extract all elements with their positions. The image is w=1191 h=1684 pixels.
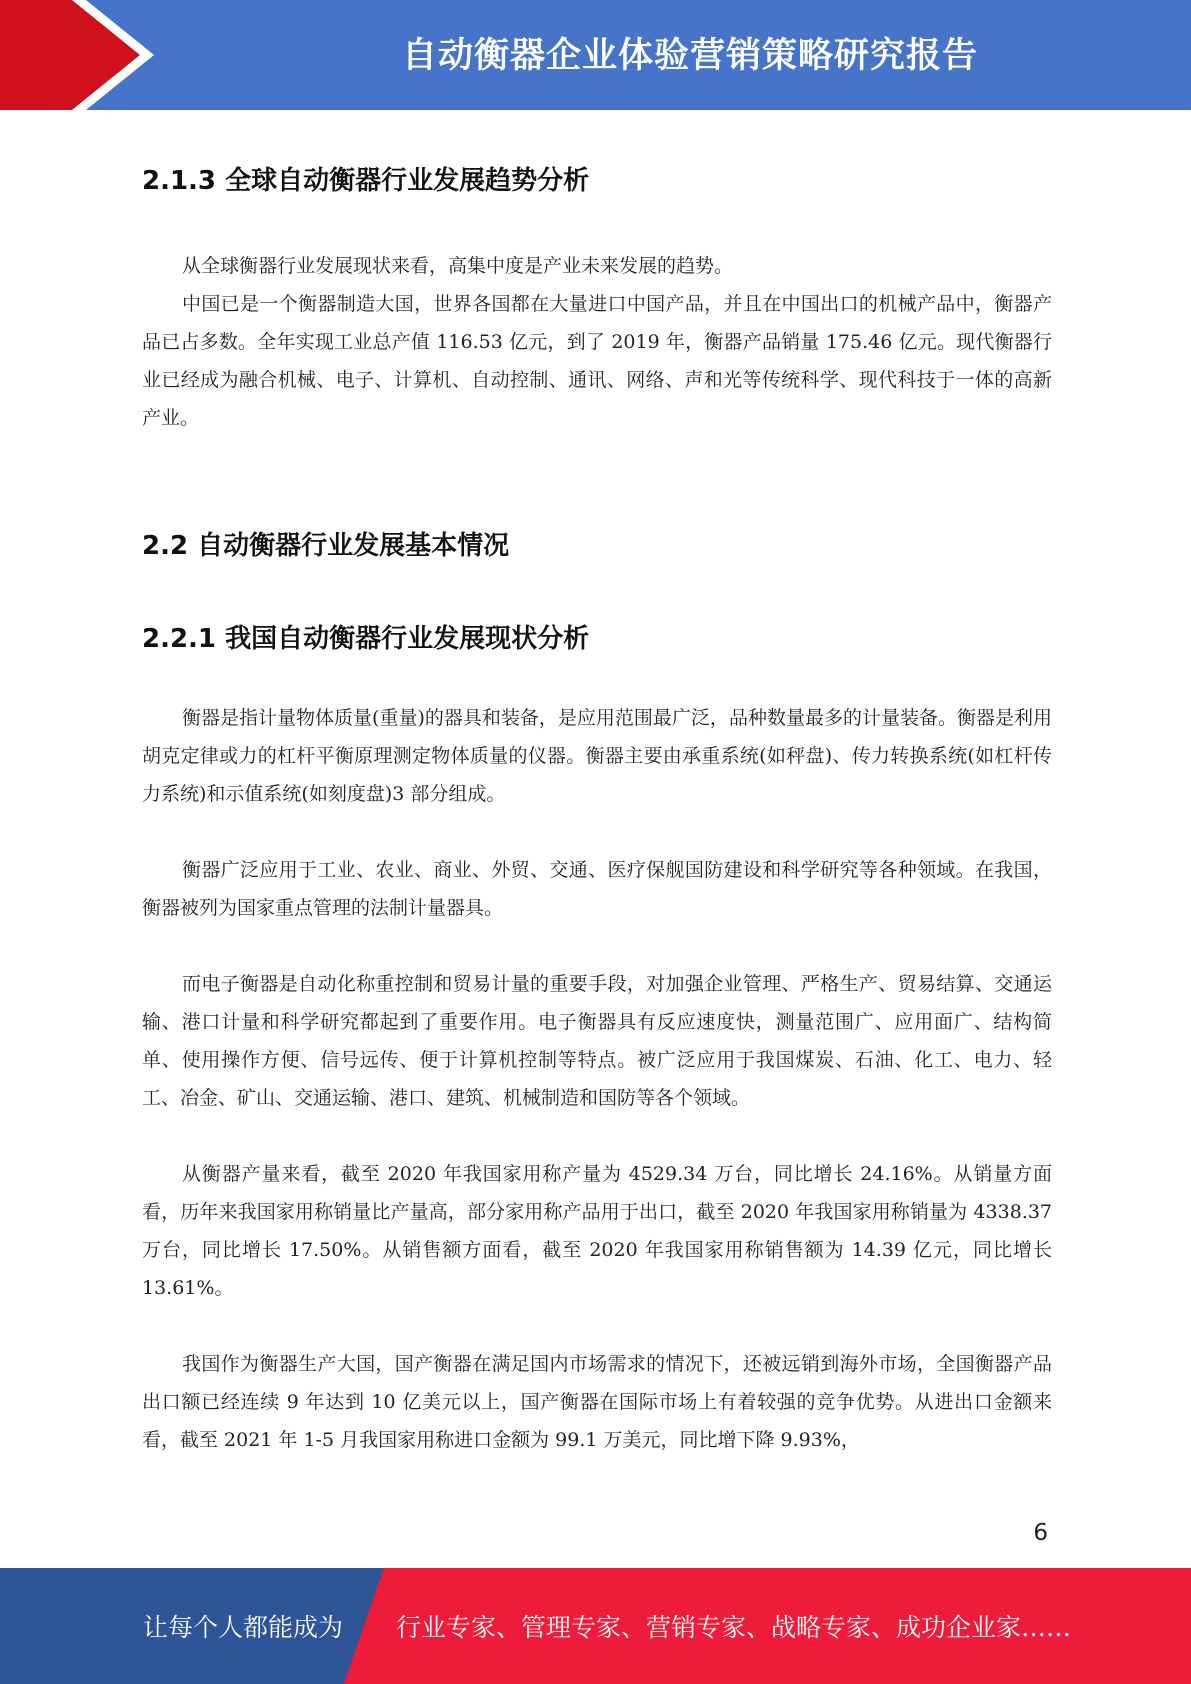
section-heading-2-2: 2.2 自动衡器行业发展基本情况 (142, 531, 510, 561)
footer-slogan-left: 让每个人都能成为 (143, 1613, 344, 1642)
paragraph: 而电子衡器是自动化称重控制和贸易计量的重要手段，对加强企业管理、严格生产、贸易结算、交通运输、港口计量和科学研究都起到了重要作用。电子衡器具有反应速度快，测量范围广、应用面广、结构简单、使用操作方便、信号远传、便于计算机控制等特点。被广泛应用于我国煤炭、石油、化工、电力、轻工、冶金、矿山、交通运输、港口、建筑、机械制造和国防等各个领域。 (142, 973, 1052, 1109)
paragraph: 我国作为衡器生产大国，国产衡器在满足国内市场需求的情况下，还被远销到海外市场，全国衡器产品出口额已经连续 9 年达到 10 亿美元以上，国产衡器在国际市场上有着较强的竞争优势。从进出口金额来看，截至 2021 年 1-5 月我国家用称进口金额为 99.1 万美元，同比增下降 9.93%， (142, 1353, 1052, 1451)
paragraph: 衡器广泛应用于工业、农业、商业、外贸、交通、医疗保舰国防建设和科学研究等各种领域。在我国，衡器被列为国家重点管理的法制计量器具。 (142, 859, 1052, 919)
section-heading-2-2-1: 2.2.1 我国自动衡器行业发展现状分析 (142, 624, 590, 654)
paragraph: 中国已是一个衡器制造大国，世界各国都在大量进口中国产品，并且在中国出口的机械产品中，衡器产品已占多数。全年实现工业总产值 116.53 亿元，到了 2019 年，衡器产品销量 175.46 亿元。现代衡器行业已经成为融合机械、电子、计算机、自动控制、通讯、网络、声和光等传统科学、现代科技于一体的高新产业。 (142, 293, 1052, 429)
page-header (0, 0, 1191, 110)
paragraph: 从衡器产量来看，截至 2020 年我国家用称产量为 4529.34 万台，同比增长 24.16%。从销量方面看，历年来我国家用称销量比产量高，部分家用称产品用于出口，截至 2020 年我国家用称销量为 4338.37 万台，同比增长 17.50%。从销售额方面看，截至 2020 年我国家用称销售额为 14.39 亿元，同比增长 13.61%。 (142, 1163, 1052, 1299)
document-title: 自动衡器企业体验营销策略研究报告 (401, 36, 978, 76)
section-heading-2-1-3: 2.1.3 全球自动衡器行业发展趋势分析 (142, 166, 590, 196)
page-content (142, 160, 1052, 1459)
paragraph: 从全球衡器行业发展现状来看，高集中度是产业未来发展的趋势。 (182, 255, 734, 277)
paragraph: 衡器是指计量物体质量(重量)的器具和装备，是应用范围最广泛，品种数量最多的计量装备。衡器是利用胡克定律或力的杠杆平衡原理测定物体质量的仪器。衡器主要由承重系统(如秤盘)、传力转换系统(如杠杆传力系统)和示值系统(如刻度盘)3 部分组成。 (142, 707, 1052, 805)
page-footer (0, 1568, 1191, 1684)
page-number: 6 (1033, 1520, 1048, 1546)
footer-slogan-right: 行业专家、管理专家、营销专家、战略专家、成功企业家…… (396, 1613, 1072, 1642)
